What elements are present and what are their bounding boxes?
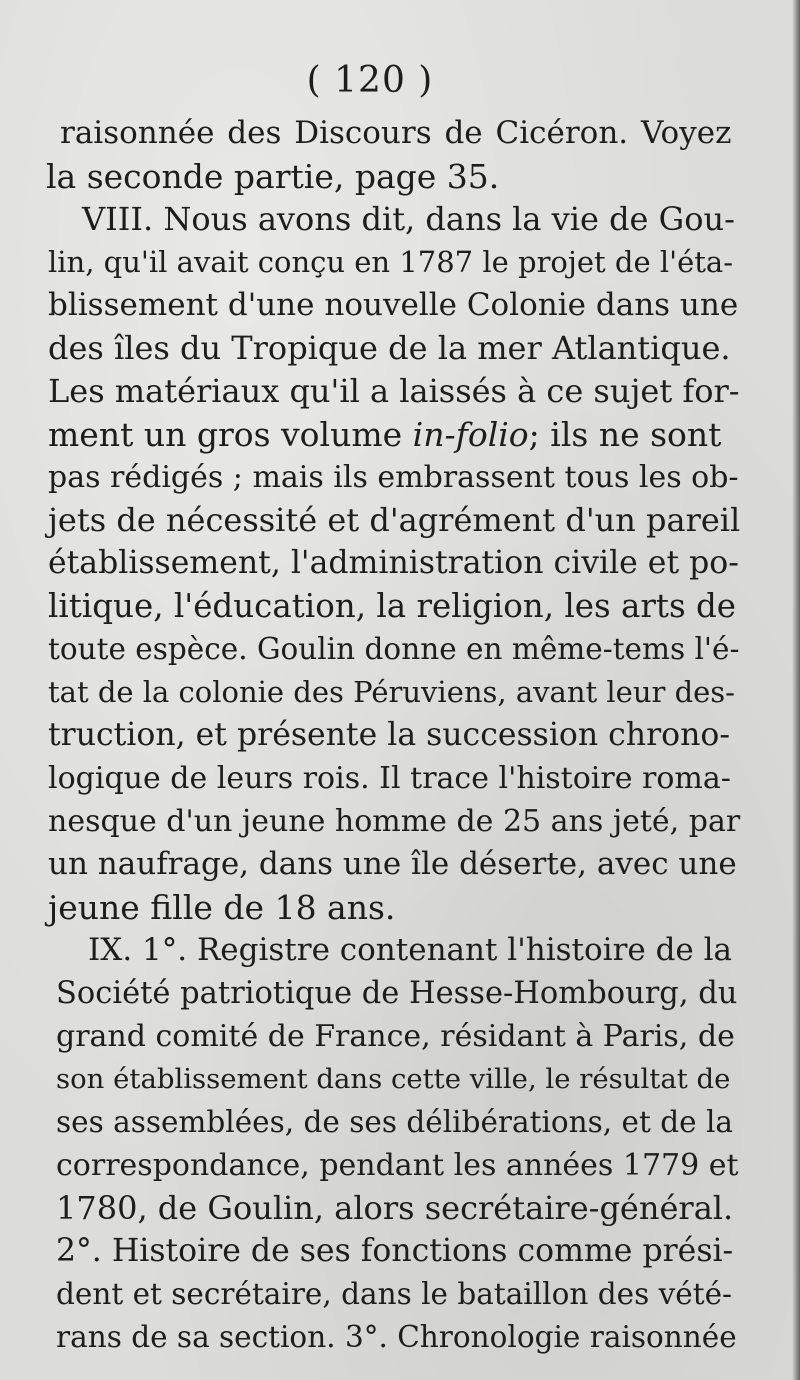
text-line: litique, l'éducation, la religion, les arts de: [48, 587, 737, 625]
text-segment: ; ils ne sont: [528, 415, 722, 454]
text-line: la seconde partie, page 35.: [46, 157, 500, 196]
text-line: jeune fille de 18 ans.: [48, 888, 396, 927]
text-line: un naufrage, dans une île déserte, avec une: [48, 846, 737, 882]
text-line: établissement, l'administration civile et po-: [48, 545, 739, 581]
text-line: grand comité de France, résidant à Paris, de: [56, 1019, 735, 1054]
text-line: nesque d'un jeune homme de 25 ans jeté, par: [48, 804, 741, 839]
text-line: jets de nécessité et d'agrément d'un pareil: [48, 501, 741, 539]
text-line: 2°. Histoire de ses fonctions comme prési-: [56, 1233, 734, 1269]
text-line: correspondance, pendant les années 1779 et: [56, 1148, 739, 1183]
text-line: toute espèce. Goulin donne en même-tems l'é-: [48, 632, 740, 666]
text-segment: ment un gros volume: [48, 415, 403, 454]
text-line: dent et secrétaire, dans le bataillon des vété-: [56, 1277, 733, 1311]
text-line: des îles du Tropique de la mer Atlantique.: [48, 329, 731, 367]
text-line: blissement d'une nouvelle Colonie dans une: [48, 287, 739, 323]
text-line: ses assemblées, de ses délibérations, et de la: [56, 1105, 733, 1139]
text-line: 1780, de Goulin, alors secrétaire-général.: [56, 1189, 734, 1227]
text-line: pas rédigés ; mais ils embrassent tous les ob-: [48, 460, 739, 495]
italic-term: in-folio: [412, 415, 529, 454]
text-line: logique de leurs rois. Il trace l'histoire roma-: [48, 761, 731, 796]
text-line: Les matériaux qu'il a laissés à ce sujet for-: [48, 372, 740, 410]
text-line: son établissement dans cette ville, le résultat de: [56, 1063, 731, 1095]
text-line: truction, et présente la succession chrono-: [48, 717, 731, 753]
text-line: lin, qu'il avait conçu en 1787 le projet de l'éta-: [48, 245, 734, 279]
text-line: Société patriotique de Hesse-Hombourg, du: [56, 976, 738, 1011]
text-line: raisonnée des Discours de Cicéron. Voyez: [60, 115, 732, 151]
page-number: ( 120 ): [306, 60, 434, 101]
page-edge-shadow: [792, 0, 800, 1380]
text-line: rans de sa section. 3°. Chronologie raisonnée: [56, 1320, 737, 1354]
paragraph-viii-start: VIII. Nous avons dit, dans la vie de Gou-: [82, 200, 735, 238]
text-line-with-italic: [48, 413, 721, 456]
text-line: tat de la colonie des Péruviens, avant leur des-: [48, 675, 735, 709]
paragraph-ix-start: IX. 1°. Registre contenant l'histoire de la: [88, 932, 733, 968]
